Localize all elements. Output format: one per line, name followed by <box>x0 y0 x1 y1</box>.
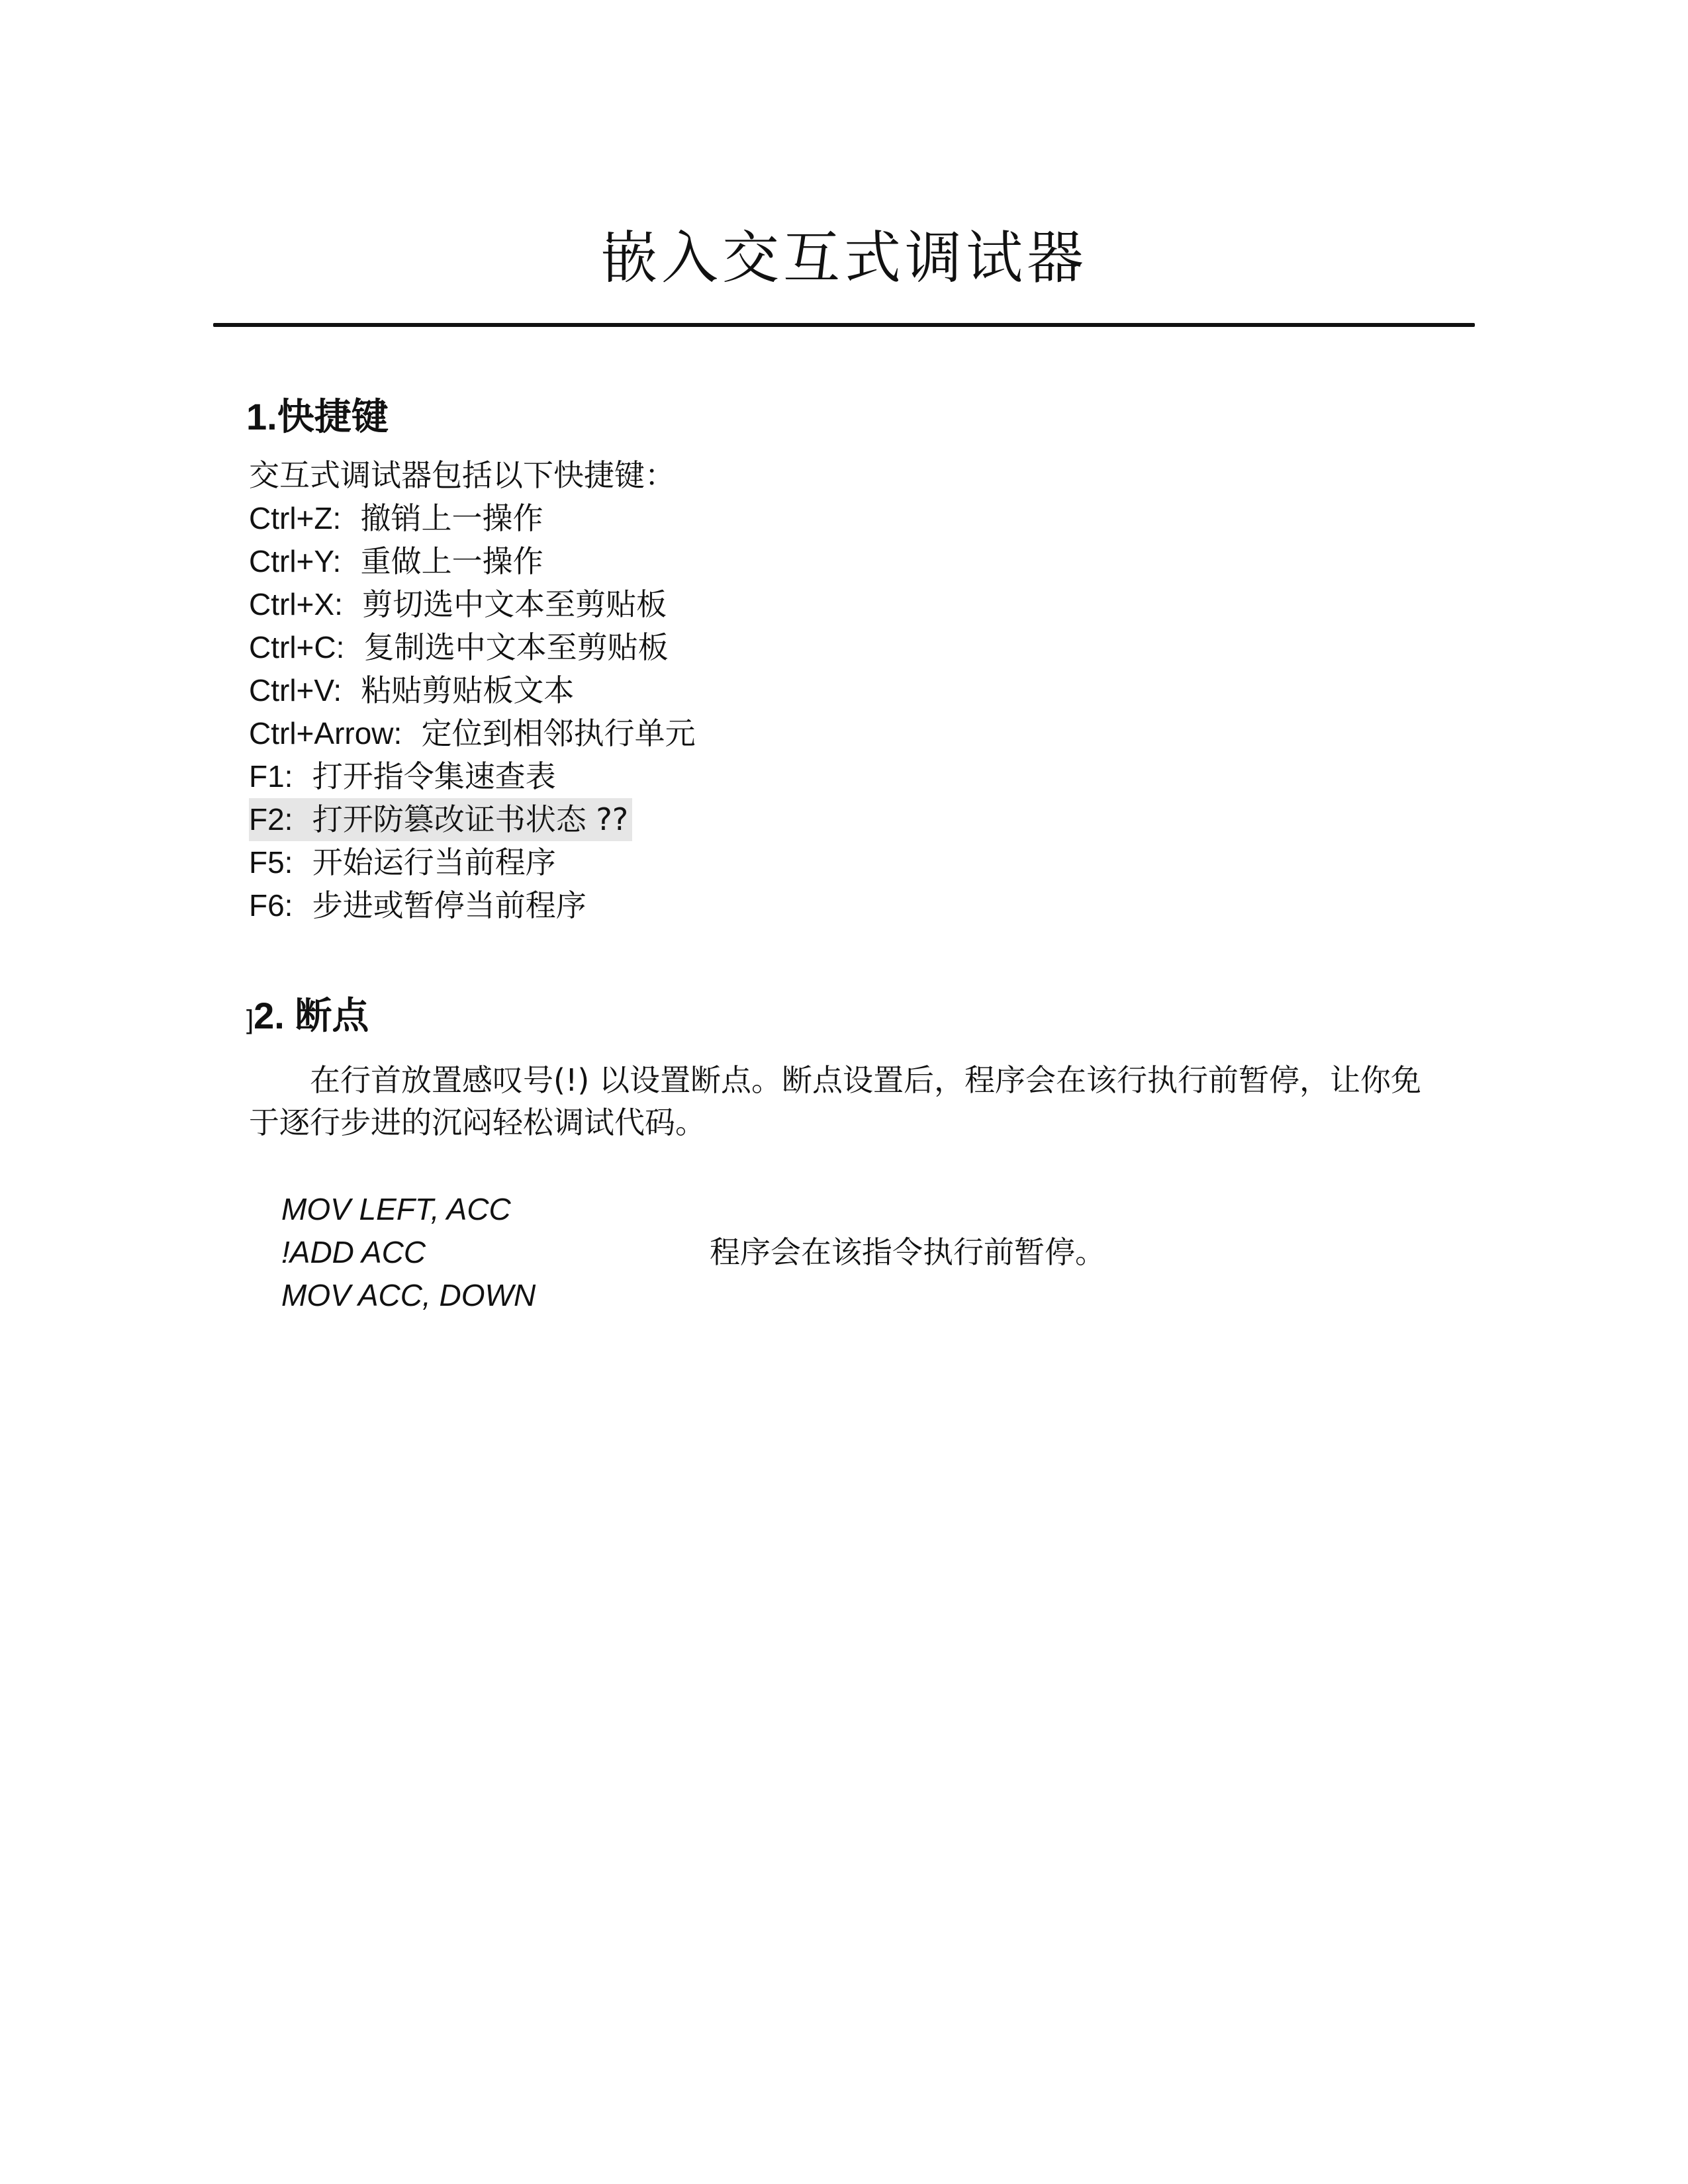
title-divider <box>213 323 1475 327</box>
breakpoint-paragraph: 在行首放置感叹号(!) 以设置断点。断点设置后，程序会在该行执行前暂停，让你免于逐行步进的沉闷轻松调试代码。 <box>249 1062 1421 1140</box>
shortcut-desc: 复制选中文本至剪贴板 <box>363 629 669 665</box>
shortcut-item <box>249 626 696 669</box>
shortcut-item <box>249 497 696 540</box>
shortcut-key: Ctrl+Arrow: <box>249 716 402 751</box>
shortcut-desc: 步进或暂停当前程序 <box>312 887 586 923</box>
shortcut-desc: 撤销上一操作 <box>360 500 543 536</box>
code-comment: 程序会在该指令执行前暂停。 <box>710 1234 1105 1270</box>
shortcut-desc: 打开指令集速查表 <box>312 758 556 794</box>
code-line-breakpoint: !ADD ACC <box>281 1235 426 1269</box>
page-title: 嵌入交互式调试器 <box>600 225 1088 291</box>
shortcut-key: F2: <box>249 802 293 837</box>
shortcut-key: F6: <box>249 888 293 923</box>
code-line: MOV LEFT, ACC <box>281 1192 511 1226</box>
shortcut-item-highlighted <box>249 798 696 841</box>
section-heading-shortcuts: 1.快捷键 <box>246 396 389 437</box>
shortcut-desc: 定位到相邻执行单元 <box>421 715 696 751</box>
shortcut-item <box>249 841 696 884</box>
shortcut-item <box>249 583 696 626</box>
shortcut-intro: 交互式调试器包括以下快捷键： <box>249 457 675 493</box>
shortcut-desc: 开始运行当前程序 <box>312 844 556 880</box>
text-highlight <box>249 798 632 841</box>
shortcut-key: F5: <box>249 845 293 880</box>
shortcut-item <box>249 884 696 927</box>
code-line: MOV ACC, DOWN <box>281 1278 536 1312</box>
shortcut-desc: 剪切选中文本至剪贴板 <box>362 586 667 622</box>
shortcut-item <box>249 540 696 583</box>
shortcut-key: Ctrl+Y: <box>249 544 342 578</box>
code-example <box>281 1188 536 1317</box>
shortcut-key: Ctrl+V: <box>249 673 342 707</box>
stray-bracket: ] <box>246 1005 254 1034</box>
shortcut-key: Ctrl+Z: <box>249 501 342 535</box>
shortcut-key: F1: <box>249 759 293 794</box>
section-heading-text: 2. 断点 <box>254 995 369 1036</box>
shortcut-desc: 粘贴剪贴板文本 <box>361 672 575 708</box>
shortcut-key: Ctrl+X: <box>249 587 343 621</box>
shortcut-key: Ctrl+C: <box>249 630 345 664</box>
shortcut-item <box>249 712 696 755</box>
shortcut-desc: 打开防篡改证书状态 ?? <box>312 801 629 837</box>
shortcut-item <box>249 755 696 798</box>
shortcut-desc: 重做上一操作 <box>360 543 543 579</box>
shortcut-item <box>249 669 696 712</box>
section-heading-breakpoints <box>246 989 369 1046</box>
shortcut-list <box>249 454 696 927</box>
